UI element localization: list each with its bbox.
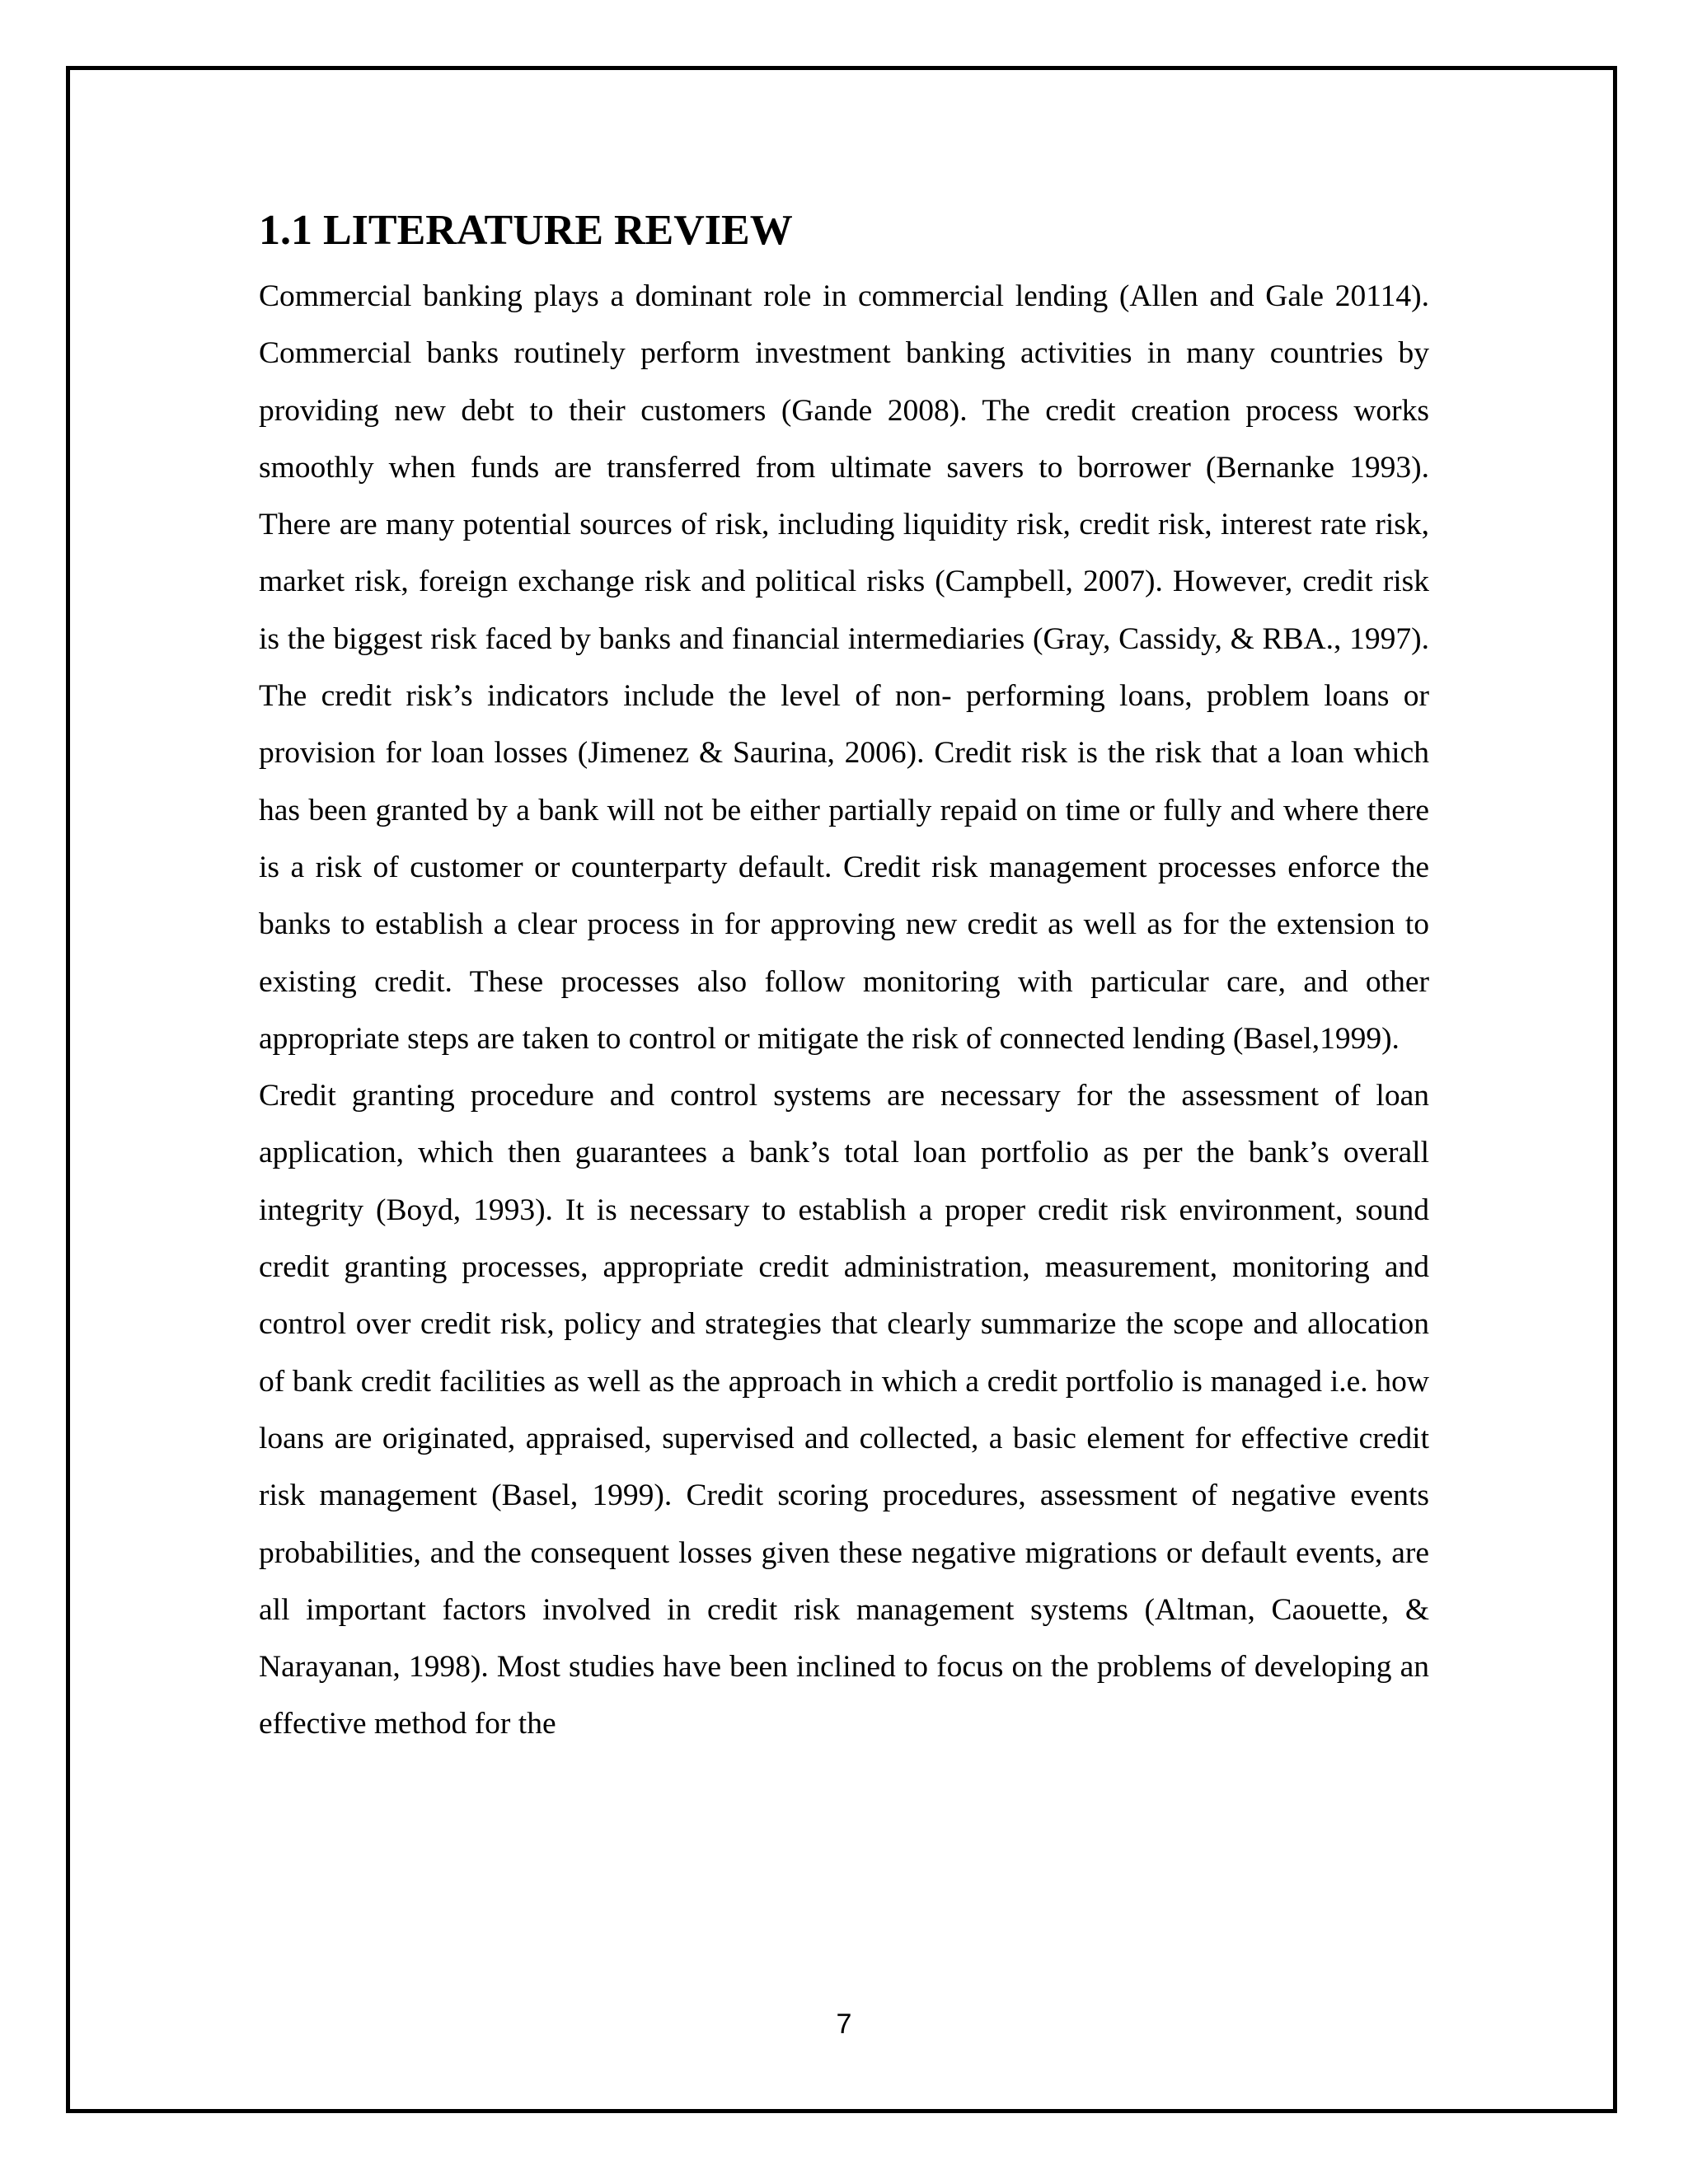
section-heading: 1.1 LITERATURE REVIEW	[259, 207, 793, 254]
paragraph-2: Credit granting procedure and control systems are necessary for the assessment of loan application, which then guarantees a bank’s total loan portfolio as per the bank’s overall integrity (Boyd, 1993). It is necessary to establish a proper credit risk environment, sound credit granting processes, appropriate credit administration, measurement, monitoring and control over credit risk, policy and strategies that clearly summarize the scope and allocation of bank credit facilities as well as the approach in which a credit portfolio is managed i.e. how loans are originated, appraised, supervised and collected, a basic element for effective credit risk management (Basel, 1999). Credit scoring procedures, assessment of negative events probabilities, and the consequent losses given these negative migrations or default events, are all important factors involved in credit risk management systems (Altman, Caouette, & Narayanan, 1998). Most studies have been inclined to focus on the problems of developing an effective method for the	[259, 1079, 1429, 1741]
page-number: 7	[836, 2008, 852, 2040]
document-body	[259, 202, 1429, 1753]
paragraph-1: Commercial banking plays a dominant role in commercial lending (Allen and Gale 20114). Commercial banks routinely perform investment banking activities in many countries by providing new debt to their customers (Gande 2008). The credit creation process works smoothly when funds are transferred from ultimate savers to borrower (Bernanke 1993). There are many potential sources of risk, including liquidity risk, credit risk, interest rate risk, market risk, foreign exchange risk and political risks (Campbell, 2007). However, credit risk is the biggest risk faced by banks and financial intermediaries (Gray, Cassidy, & RBA., 1997). The credit risk’s indicators include the level of non- performing loans, problem loans or provision for loan losses (Jimenez & Saurina, 2006). Credit risk is the risk that a loan which has been granted by a bank will not be either partially repaid on time or fully and where there is a risk of customer or counterparty default. Credit risk management processes enforce the banks to establish a clear process in for approving new credit as well as for the extension to existing credit. These processes also follow monitoring with particular care, and other appropriate steps are taken to control or mitigate the risk of connected lending (Basel,1999).	[259, 279, 1429, 1056]
